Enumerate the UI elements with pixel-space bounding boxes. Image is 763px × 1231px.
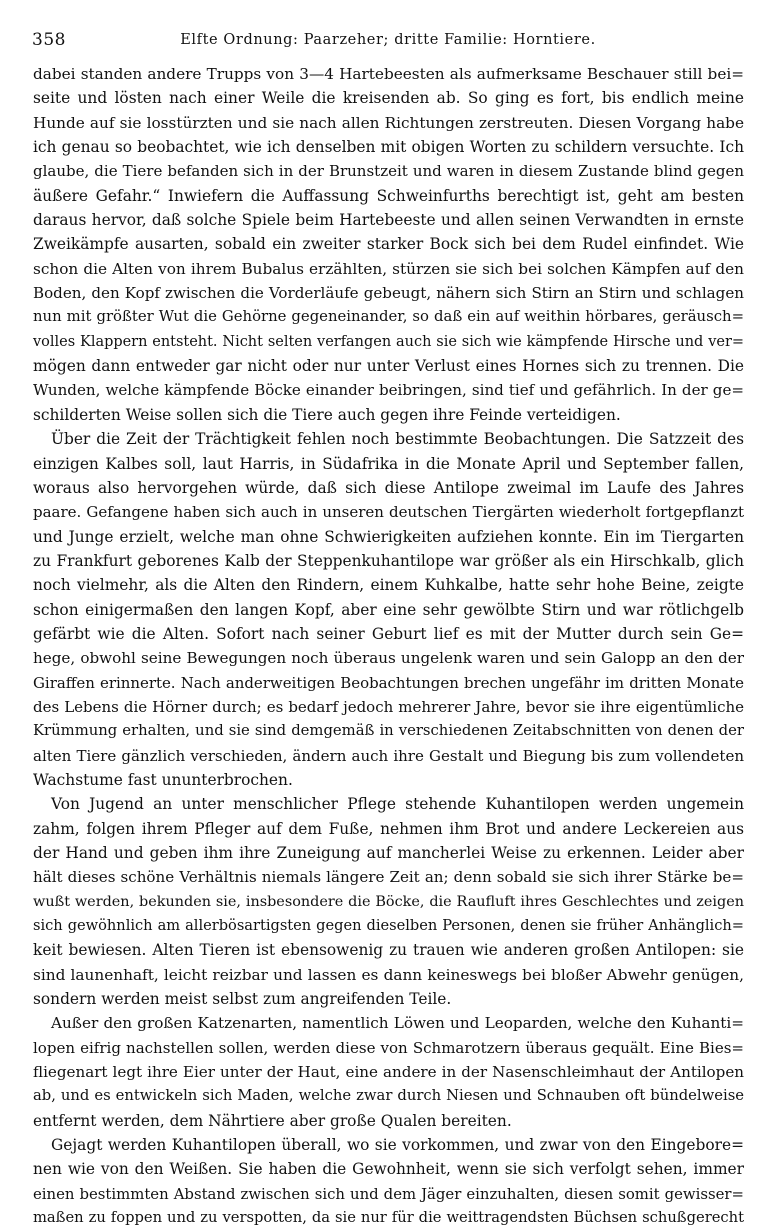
text-line: lopen eifrig nachstellen sollen, werden diese von Schmarotzern überaus gequält. Eine Bies= [33, 1038, 744, 1057]
text-line: mögen dann entweder gar nicht oder nur unter Verlust eines Hornes sich zu trennen. Die [33, 357, 744, 376]
text-line: Krümmung erhalten, und sie sind demgemäß in verschiedenen Zeitabschnitten von denen der [33, 722, 744, 740]
body-text [33, 62, 744, 1231]
text-line: sich gewöhnlich am allerbösartigsten gegen dieselben Personen, denen sie früher Anhänglich= [33, 917, 744, 935]
text-line: hege, obwohl seine Bewegungen noch überaus ungelenk waren und sein Galopp an den der [33, 649, 744, 668]
text-line: entfernt werden, dem Nährtiere aber große Qualen bereiten. [33, 1111, 512, 1130]
text-line: einzigen Kalbes soll, laut Harris, in Südafrika in die Monate April und September fallen, [33, 454, 744, 473]
text-line: einen bestimmten Abstand zwischen sich und dem Jäger einzuhalten, diesen somit gewisser= [33, 1184, 744, 1203]
text-line: wußt werden, bekunden sie, insbesondere die Böcke, die Raufluft ihres Geschlechtes und zeigen [33, 893, 744, 910]
text-line: Wunden, welche kämpfende Böcke einander beibringen, sind tief und gefährlich. In der ge= [33, 381, 744, 400]
page-number: 358 [32, 30, 66, 50]
text-line: Über die Zeit der Trächtigkeit fehlen noch bestimmte Beobachtungen. Die Satzzeit des [51, 430, 744, 449]
text-line: maßen zu foppen und zu verspotten, da sie nur für die weittragendsten Büchsen schußgerecht [33, 1209, 744, 1227]
running-title: Elfte Ordnung: Paarzeher; dritte Familie: Horntiere. [180, 32, 596, 48]
text-line: Boden, den Kopf zwischen die Vorderläufe gebeugt, nähern sich Stirn an Stirn und schlagen [33, 284, 744, 303]
text-line: Hunde auf sie losstürzten und sie nach allen Richtungen zerstreuten. Diesen Vorgang habe [33, 113, 744, 132]
text-line: ich genau so beobachtet, wie ich denselben mit obigen Worten zu schildern versuchte. Ich [33, 138, 744, 157]
text-line: zahm, folgen ihrem Pfleger auf dem Fuße, nehmen ihm Brot und andere Leckereien aus [33, 819, 744, 838]
text-line: Giraffen erinnerte. Nach anderweitigen Beobachtungen brechen ungefähr im dritten Monate [33, 673, 744, 692]
text-line: des Lebens die Hörner durch; es bedarf jedoch mehrerer Jahre, bevor sie ihre eigentümliche [33, 697, 744, 716]
text-line: glaube, die Tiere befanden sich in der Brunstzeit und waren in diesem Zustande blind gegen [33, 162, 744, 181]
text-line: Außer den großen Katzenarten, namentlich Löwen und Leoparden, welche den Kuhanti= [51, 1014, 744, 1033]
text-line: schon die Alten von ihrem Bubalus erzählten, stürzen sie sich bei solchen Kämpfen auf den [33, 259, 744, 278]
text-line: alten Tiere gänzlich verschieden, ändern auch ihre Gestalt und Biegung bis zum vollendeten [33, 746, 744, 765]
text-line: noch vielmehr, als die Alten den Rindern, einem Kuhkalbe, hatte sehr hohe Beine, zeigte [33, 576, 744, 595]
text-line: der Hand und geben ihm ihre Zuneigung auf mancherlei Weise zu erkennen. Leider aber [33, 844, 744, 862]
text-line: Wachstume fast ununterbrochen. [33, 770, 293, 789]
text-line: Gejagt werden Kuhantilopen überall, wo sie vorkommen, und zwar von den Eingebore= [51, 1136, 744, 1155]
text-line: schon einigermaßen den langen Kopf, aber eine sehr gewölbte Stirn und war rötlichgelb [33, 600, 744, 619]
text-line: volles Klappern entsteht. Nicht selten verfangen auch sie sich wie kämpfende Hirsche und ver= [33, 333, 744, 350]
text-line: nen wie von den Weißen. Sie haben die Gewohnheit, wenn sie sich verfolgt sehen, immer [33, 1160, 744, 1179]
page-header [32, 30, 744, 54]
text-line: seite und lösten nach einer Weile die kreisenden ab. So ging es fort, bis endlich meine [33, 89, 744, 108]
text-line: woraus also hervorgehen würde, daß sich diese Antilope zweimal im Laufe des Jahres [33, 478, 744, 497]
text-line: Zweikämpfe ausarten, sobald ein zweiter starker Bock sich bei dem Rudel einfindet. Wie [33, 235, 744, 254]
text-line: nun mit größter Wut die Gehörne gegeneinander, so daß ein auf weithin hörbares, geräusch= [33, 308, 744, 326]
text-line: sind launenhaft, leicht reizbar und lassen es dann keineswegs bei bloßer Abwehr genügen, [33, 965, 744, 984]
text-line: sondern werden meist selbst zum angreifenden Teile. [33, 990, 452, 1009]
text-line: zu Frankfurt geborenes Kalb der Steppenkuhantilope war größer als ein Hirschkalb, glich [33, 551, 744, 570]
text-line: daraus hervor, daß solche Spiele beim Hartebeeste und allen seinen Verwandten in ernste [33, 211, 744, 230]
text-line: hält dieses schöne Verhältnis niemals längere Zeit an; denn sobald sie sich ihrer Stärke be= [33, 868, 744, 887]
text-line: paare. Gefangene haben sich auch in unseren deutschen Tiergärten wiederholt fortgepflanzt [33, 503, 744, 522]
text-line: äußere Gefahr.“ Inwiefern die Auffassung Schweinfurths berechtigt ist, geht am besten [33, 186, 744, 205]
text-line: ab, und es entwickeln sich Maden, welche zwar durch Niesen und Schnauben oft bündelweise [33, 1087, 744, 1105]
text-line: gefärbt wie die Alten. Sofort nach seiner Geburt lief es mit der Mutter durch sein Ge= [33, 624, 744, 643]
text-line: Von Jugend an unter menschlicher Pflege stehende Kuhantilopen werden ungemein [51, 795, 744, 814]
text-line: fliegenart legt ihre Eier unter der Haut, eine andere in der Nasenschleimhaut der Antilopen [33, 1063, 744, 1082]
text-line: und Junge erzielt, welche man ohne Schwierigkeiten aufziehen konnte. Ein im Tiergarten [33, 527, 744, 546]
text-line: keit bewiesen. Alten Tieren ist ebensowenig zu trauen wie anderen großen Antilopen: sie [33, 941, 744, 960]
text-line: schilderten Weise sollen sich die Tiere auch gegen ihre Feinde verteidigen. [33, 405, 621, 424]
text-line: dabei standen andere Trupps von 3—4 Hartebeesten als aufmerksame Beschauer still bei= [33, 65, 744, 83]
